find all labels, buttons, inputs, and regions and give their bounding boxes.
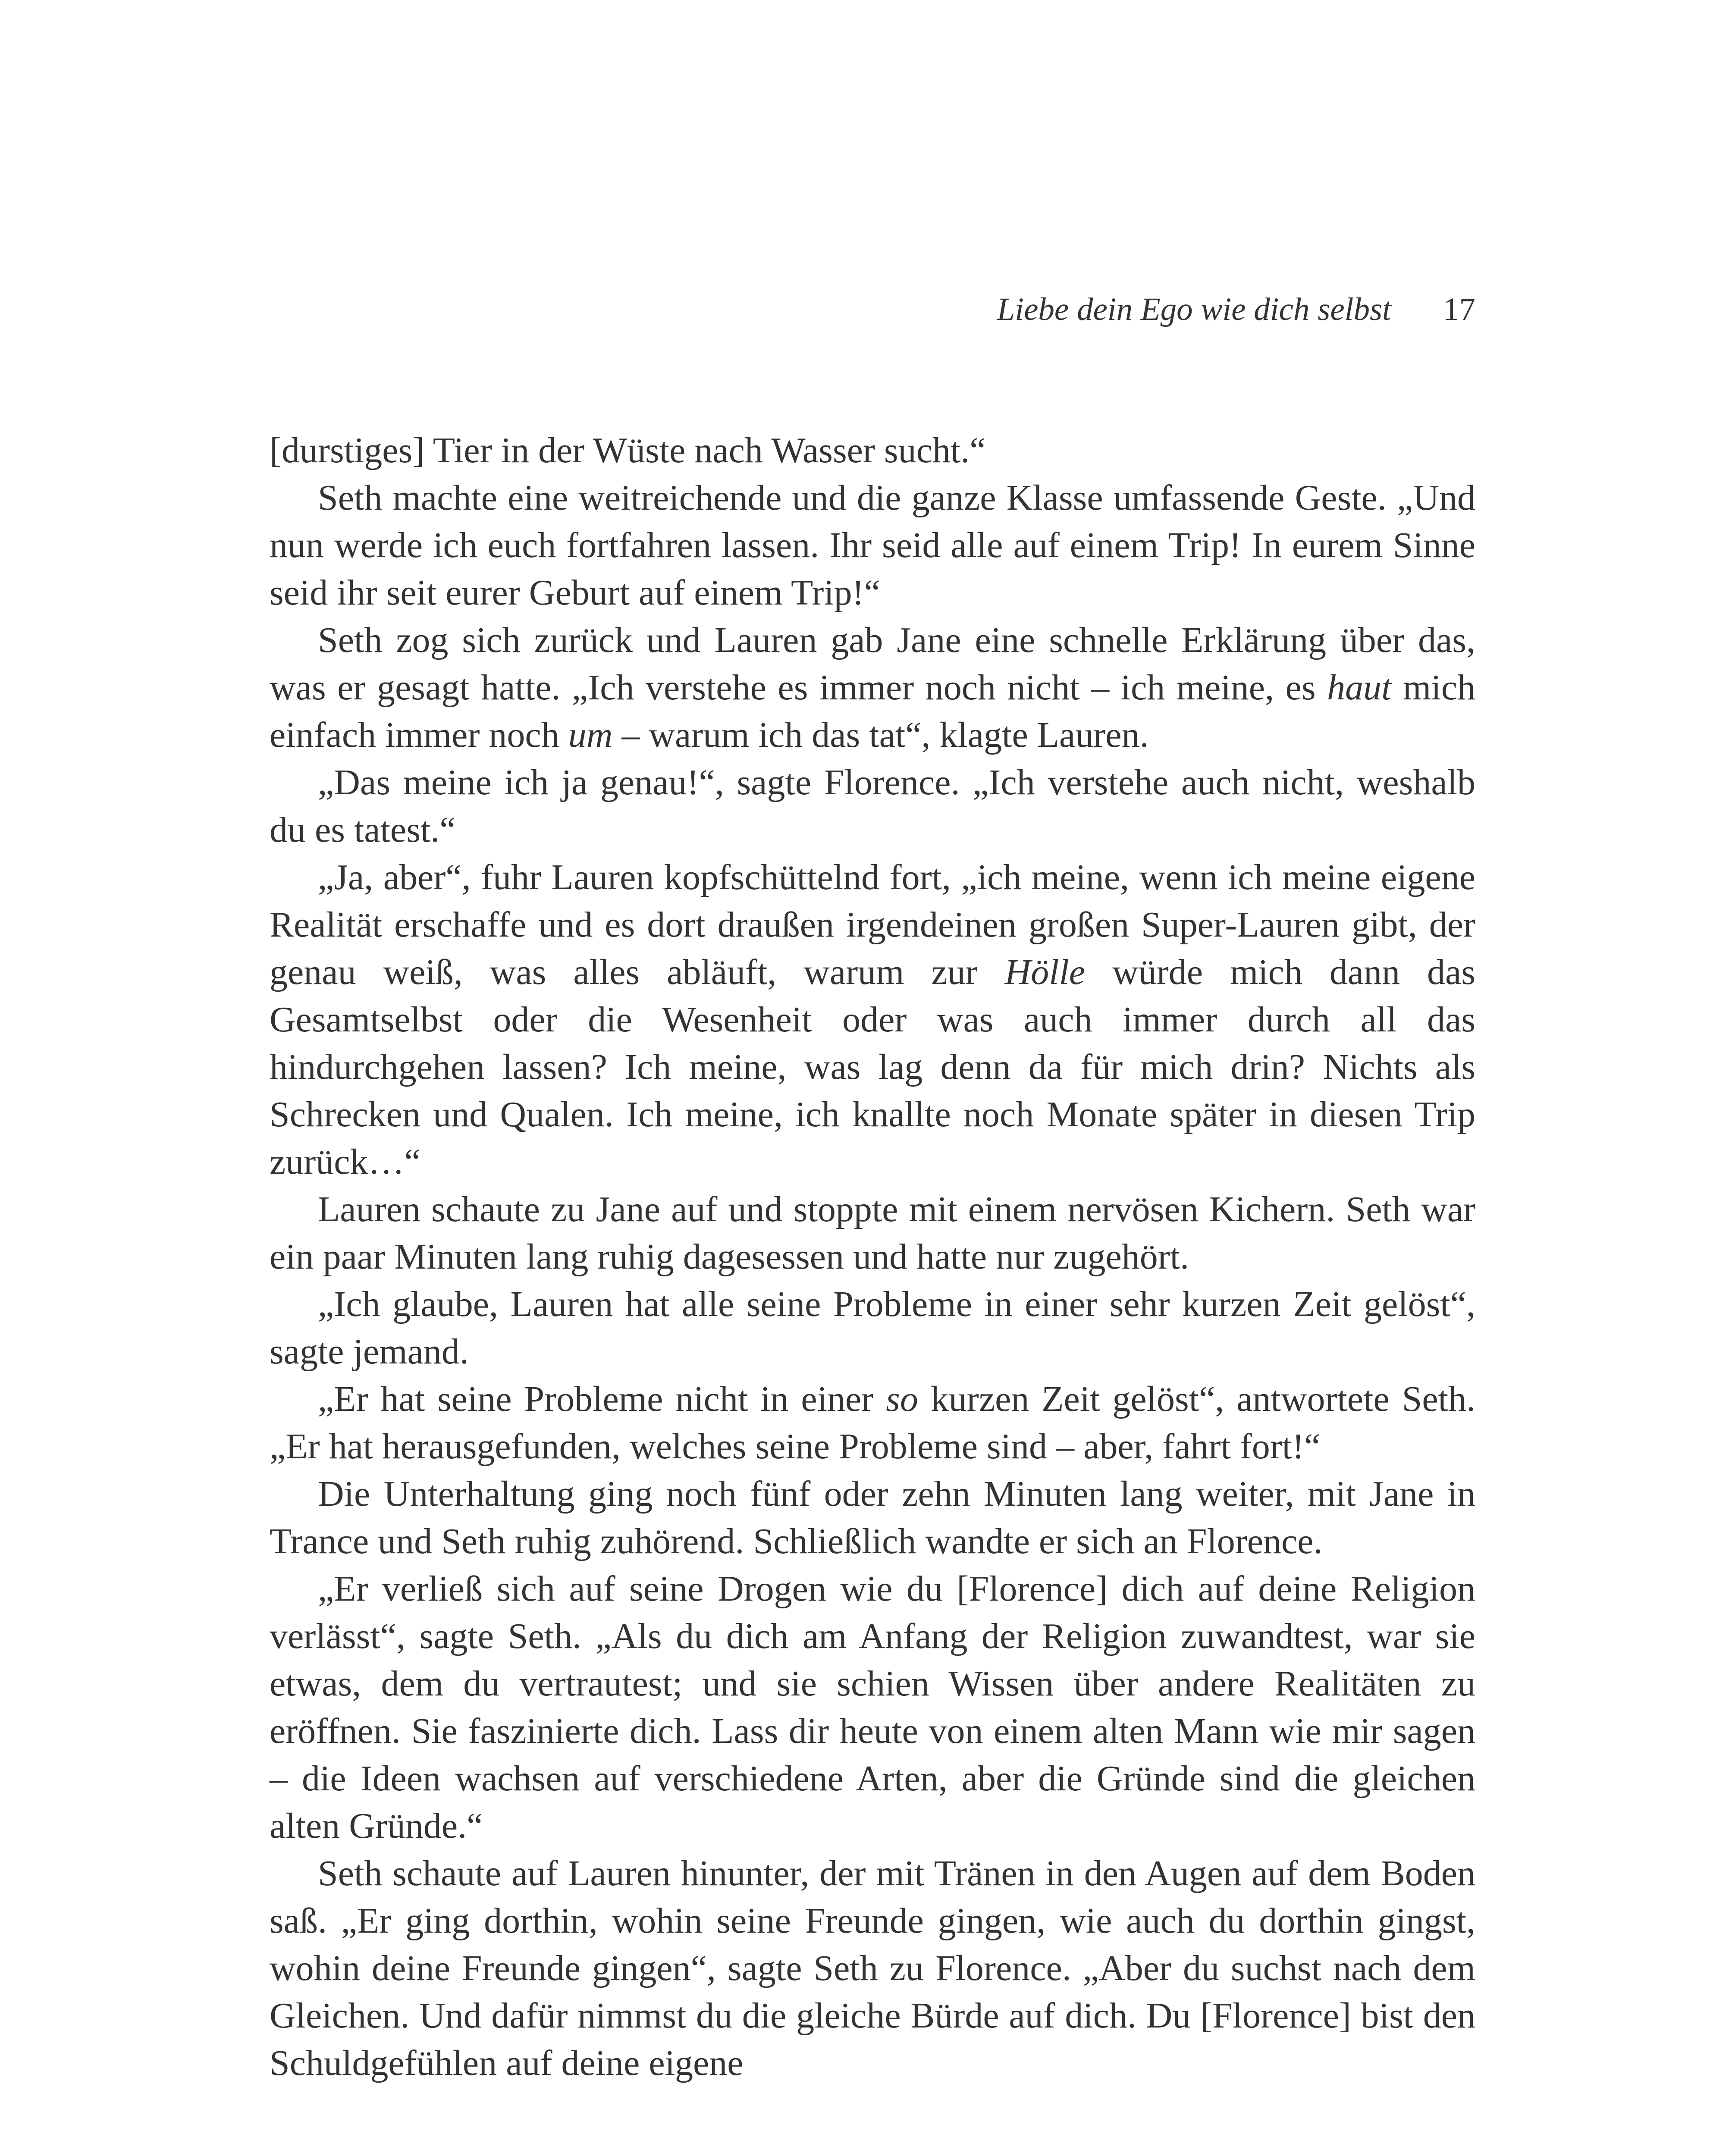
- running-head: [997, 288, 1475, 331]
- text-run: „Ja, aber“, fuhr Lauren kopfschüttelnd fort, „ich meine, wenn ich meine eigene Realität erschaffe und es dort draußen irgendeinen großen Super-Lauren gibt, der genau weiß, was alles abläuft, warum zur: [270, 857, 1475, 992]
- paragraph: „Er verließ sich auf seine Drogen wie du [Florence] dich auf deine Religion verlässt“, sagte Seth. „Als du dich am Anfang der Religion zuwandtest, war sie etwas, dem du vertrautest; und sie schien Wissen über andere Realitäten zu eröffnen. Sie faszinierte dich. Lass dir heute von einem alten Mann wie mir sagen – die Ideen wachsen auf verschiedene Arten, aber die Gründe sind die gleichen alten Gründe.“: [270, 1569, 1475, 1846]
- paragraph: Seth schaute auf Lauren hinunter, der mit Tränen in den Augen auf dem Boden saß. „Er ging dorthin, wohin seine Freunde gingen, wie auch du dorthin gingst, wohin deine Freunde gingen“, sagte Seth zu Florence. „Aber du suchst nach dem Gleichen. Und dafür nimmst du die gleiche Bürde auf dich. Du [Florence] bist den Schuldgefühlen auf deine eigene: [270, 1853, 1475, 2083]
- page-number: 17: [1443, 291, 1475, 327]
- text-run: kurzen Zeit gelöst“, antwortete Seth. „Er hat herausgefunden, welches seine Probleme sind – aber, fahrt fort!“: [270, 1379, 1475, 1467]
- text-run: würde mich dann das Gesamtselbst oder die Wesenheit oder was auch immer durch all das hindurchgehen lassen? Ich meine, was lag denn da für mich drin? Nichts als Schrecken und Qualen. Ich meine, ich knallte noch Monate später in diesen Trip zurück…“: [270, 952, 1475, 1182]
- text-run: Seth zog sich zurück und Lauren gab Jane eine schnelle Erklärung über das, was er gesagt hatte. „Ich verstehe es immer noch nicht – ich meine, es: [270, 620, 1475, 708]
- emphasis: Hölle: [1004, 952, 1086, 992]
- paragraph: [270, 1376, 1475, 1470]
- paragraph: „Ich glaube, Lauren hat alle seine Probleme in einer sehr kurzen Zeit gelöst“, sagte jemand.: [270, 1284, 1475, 1372]
- paragraph: [durstiges] Tier in der Wüste nach Wasser sucht.“: [270, 430, 986, 470]
- paragraph: [270, 617, 1475, 759]
- paragraph: Seth machte eine weitreichende und die ganze Klasse umfassende Geste. „Und nun werde ich euch fortfahren lassen. Ihr seid alle auf einem Trip! In eurem Sinne seid ihr seit eurer Geburt auf einem Trip!“: [270, 478, 1475, 613]
- paragraph: Lauren schaute zu Jane auf und stoppte mit einem nervösen Kichern. Seth war ein paar Minuten lang ruhig dagesessen und hatte nur zugehört.: [270, 1189, 1475, 1277]
- paragraph: [270, 854, 1475, 1186]
- emphasis: so: [886, 1379, 918, 1419]
- running-title: Liebe dein Ego wie dich selbst: [997, 291, 1391, 327]
- emphasis: um: [568, 715, 613, 755]
- paragraph: Die Unterhaltung ging noch fünf oder zehn Minuten lang weiter, mit Jane in Trance und Seth ruhig zuhörend. Schließlich wandte er sich an Florence.: [270, 1474, 1475, 1561]
- paragraph: „Das meine ich ja genau!“, sagte Florence. „Ich verstehe auch nicht, weshalb du es tatest.“: [270, 762, 1475, 850]
- text-run: „Er hat seine Probleme nicht in einer: [318, 1379, 886, 1419]
- text-run: mich einfach immer noch: [270, 667, 1475, 755]
- body-text: [270, 427, 1475, 2087]
- text-run: – warum ich das tat“, klagte Lauren.: [612, 715, 1149, 755]
- emphasis: haut: [1327, 667, 1392, 708]
